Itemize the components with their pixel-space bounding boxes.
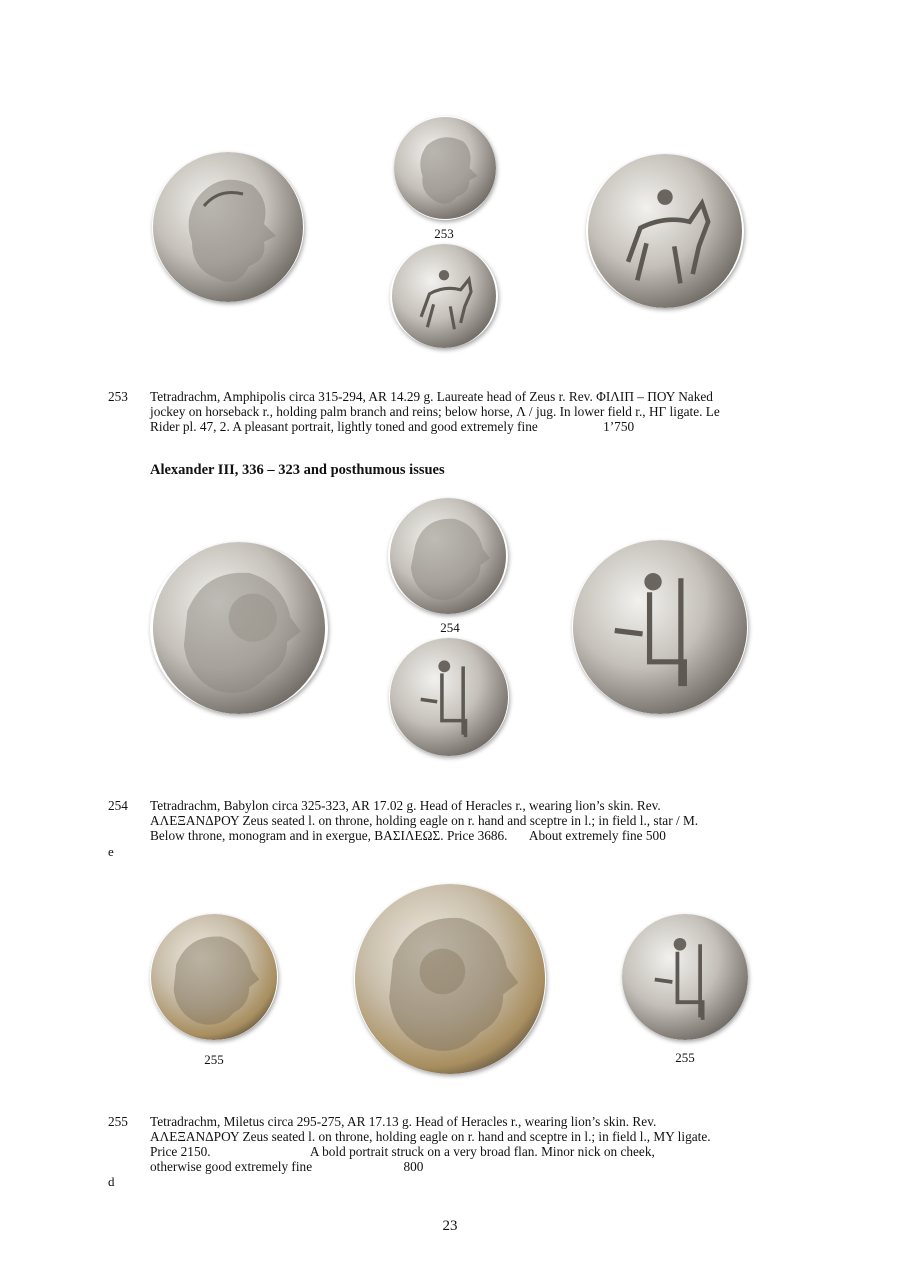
desc-line-grade xyxy=(150,828,752,843)
desc-line: ΑΛΕΞΑΝΔΡΟΥ Zeus seated l. on throne, holding eagle on r. hand and sceptre in l.; in field l., star / M. xyxy=(150,813,699,828)
page-number: 23 xyxy=(442,1218,458,1234)
coin-253-obverse-large xyxy=(152,152,304,302)
price: 1’750 xyxy=(603,419,635,434)
seated-zeus-image xyxy=(389,638,509,756)
heracles-head-image xyxy=(354,884,546,1074)
seated-zeus-image xyxy=(622,914,748,1040)
heracles-head-image xyxy=(150,542,328,714)
desc-line: ΑΛΕΞΑΝΔΡΟΥ Zeus seated l. on throne, holding eagle on r. hand and sceptre in l.; in field l., MY ligate. xyxy=(150,1129,711,1144)
section-heading: Alexander III, 336 – 323 and posthumous issues xyxy=(150,462,445,478)
desc-line: jockey on horseback r., holding palm branch and reins; below horse, Λ / jug. In lower field r., ΗΓ ligate. Le xyxy=(150,404,720,419)
reference: Below throne, monogram and in exergue, ΒΑΣΙΛΕΩΣ. Price 3686. xyxy=(150,828,508,843)
heracles-head-image xyxy=(150,914,278,1040)
price: 800 xyxy=(403,1159,424,1174)
zeus-head-image xyxy=(394,116,496,220)
grade-line-1: A bold portrait struck on a very broad flan. Minor nick on cheek, xyxy=(309,1144,655,1159)
grade: A pleasant portrait, lightly toned and good extremely fine xyxy=(232,419,538,434)
zeus-head-image xyxy=(152,152,304,302)
lot-description-254 xyxy=(150,798,752,843)
coin-label-255-right: 255 xyxy=(675,1050,695,1065)
grade: About extremely fine xyxy=(528,828,643,843)
coin-255-obverse-large xyxy=(354,884,546,1074)
lot-number-254: 254 xyxy=(108,798,128,813)
coin-254-obverse-small xyxy=(388,498,508,614)
lot-number-253: 253 xyxy=(108,389,128,404)
stray-mark: d xyxy=(108,1174,115,1189)
lot-number-255: 255 xyxy=(108,1114,128,1129)
desc-line-grade xyxy=(150,419,752,434)
horseman-image xyxy=(586,154,744,308)
coin-254-reverse-large xyxy=(572,540,748,714)
desc-line: Tetradrachm, Miletus circa 295-275, AR 17.13 g. Head of Heracles r., wearing lion’s skin. Rev. xyxy=(150,1114,657,1129)
coin-label-254: 254 xyxy=(440,620,460,635)
lot-description-253 xyxy=(150,389,752,434)
heracles-head-image xyxy=(388,498,508,614)
desc-line: Tetradrachm, Babylon circa 325-323, AR 17.02 g. Head of Heracles r., wearing lion’s skin. Rev. xyxy=(150,798,661,813)
seated-zeus-image xyxy=(572,540,748,714)
lot-description-255 xyxy=(150,1114,752,1174)
coin-label-253: 253 xyxy=(434,226,454,241)
coin-255-obverse-small xyxy=(150,914,278,1040)
stray-mark: e xyxy=(108,844,114,859)
grade-line-2: otherwise good extremely fine xyxy=(150,1159,313,1174)
coin-253-reverse-small xyxy=(390,244,498,348)
reference: Rider pl. 47, 2. xyxy=(150,419,230,434)
coin-254-obverse-large xyxy=(150,542,328,714)
coin-254-reverse-small xyxy=(389,638,509,756)
coin-253-reverse-large xyxy=(586,154,744,308)
coin-label-255-left: 255 xyxy=(204,1052,224,1067)
desc-line-grade xyxy=(150,1159,752,1174)
coin-253-obverse-small xyxy=(394,116,496,220)
coin-255-reverse xyxy=(622,914,748,1040)
price: 500 xyxy=(645,828,666,843)
horseman-image xyxy=(390,244,498,348)
desc-line: Tetradrachm, Amphipolis circa 315-294, AR 14.29 g. Laureate head of Zeus r. Rev. ΦΙΛΙΠ – ΠΟΥ Naked xyxy=(150,389,713,404)
desc-line-ref xyxy=(150,1144,752,1159)
reference: Price 2150. xyxy=(150,1144,211,1159)
